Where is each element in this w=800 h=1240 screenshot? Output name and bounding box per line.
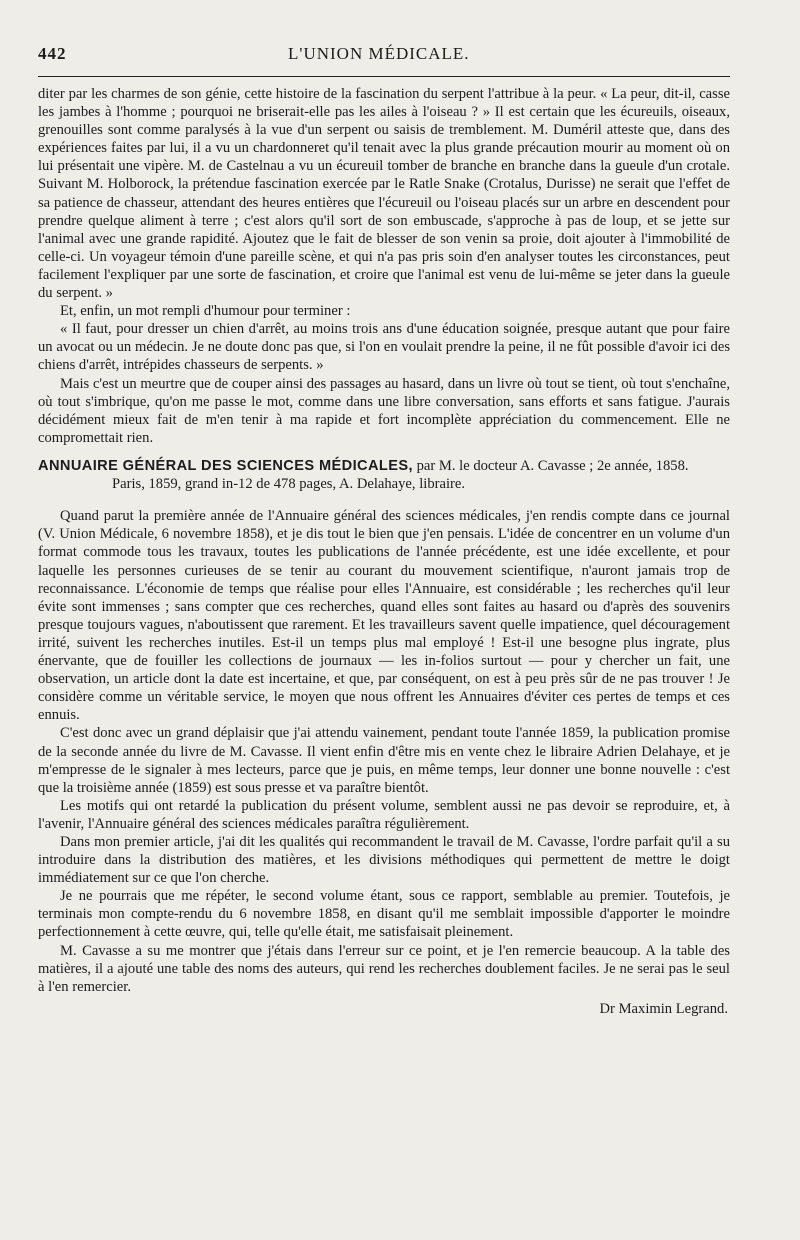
quotation: « Il faut, pour dresser un chien d'arrêt, au moins trois ans d'une éducation soignée, presque autant que pour faire un avocat ou un médecin. Je ne doute donc pas que, si l'on en voulait prendre la peine, il ne fût possible d'avoir ici des chiens d'arrêt, intrépides chasseurs de serpents. »	[38, 321, 730, 374]
journal-title: L'UNION MÉDICALE.	[288, 44, 470, 63]
paragraph: Je ne pourrais que me répéter, le second volume étant, sous ce rapport, semblable au premier. Toutefois, je terminais mon compte-rendu du 6 novembre 1858, en disant qu'il me semblait impossible d'apporter le moindre perfectionnement à cette œuvre, qui, telle qu'elle était, me satisfaisait pleinement.	[38, 888, 730, 941]
page-number: 442	[38, 44, 67, 63]
section-publication-info: Paris, 1859, grand in-12 de 478 pages, A. Delahaye, libraire.	[112, 476, 465, 493]
section-heading	[38, 457, 730, 493]
review-body	[38, 507, 730, 996]
running-head	[38, 44, 730, 72]
paragraph: Les motifs qui ont retardé la publication du présent volume, semblent aussi ne pas devoir se reproduire, et, à l'avenir, l'Annuaire général des sciences médicales paraîtra régulièrement.	[38, 797, 730, 832]
paragraph: M. Cavasse a su me montrer que j'étais dans l'erreur sur ce point, et je l'en remercie beaucoup. A la table des matières, il a ajouté une table des noms des auteurs, qui rend les recherches doublement faciles. Je ne serai pas le seul à l'en remercier.	[38, 942, 730, 995]
section-byline: par M. le docteur A. Cavasse ; 2e année, 1858.	[412, 457, 689, 474]
header-rule	[38, 76, 730, 77]
paragraph: C'est donc avec un grand déplaisir que j'ai attendu vainement, pendant toute l'année 1859, la publication promise de la seconde année du livre de M. Cavasse. Il vient enfin d'être mis en vente chez le libraire Adrien Delahaye, et je m'empresse de le signaler à mes lecteurs, parce que je puis, en même temps, leur donner une bonne nouvelle : c'est que la troisième année (1859) est sous presse et va paraître bientôt.	[38, 725, 730, 796]
paragraph: Mais c'est un meurtre que de couper ainsi des passages au hasard, dans un livre où tout se tient, où tout s'enchaîne, où tout s'imbrique, qu'on me passe le mot, comme dans une libre conversation, sans efforts et sans fatigue. J'aurais décidément mieux fait de m'en tenir à ma rapide et fort incomplète appréciation du commencement. Elle ne compromettait rien.	[38, 375, 730, 446]
author-signature: Dr Maximin Legrand.	[599, 1000, 728, 1017]
paragraph: Quand parut la première année de l'Annuaire général des sciences médicales, j'en rendis compte dans ce journal (V. Union Médicale, 6 novembre 1858), et je dis tout le bien que j'en pensais. L'idée de concentrer en un volume d'un format commode tous les travaux, toutes les publications de l'année précédente, est une idée excellente, et pour laquelle les personnes curieuses de se tenir au courant du mouvement scientifique, n'auront jamais trop de reconnaissance. L'économie de temps que réalise pour elles l'Annuaire, est considérable ; les recherches qu'il leur évite sont immenses ; sans compter que ces recherches, quand elles sont faites au hasard ou d'après des souvenirs presque toujours vagues, n'aboutissent que rarement. Et les travailleurs savent quelle impatience, quel découragement irrité, suivent les recherches inutiles. Est-il un temps plus mal employé ! Est-il une besogne plus ingrate, plus énervante, que de fouiller les collections de journaux — les in-folios surtout — pour y chercher un fait, une observation, un article dont la date est incertaine, et que, par conséquent, on est à peu près sûr de ne pas trouver ! Je considère comme un véritable service, le moyen que nous offrent les Annuaires d'éviter ces pertes de temps et ces ennuis.	[38, 508, 730, 724]
paragraph: Et, enfin, un mot rempli d'humour pour terminer :	[60, 303, 351, 320]
section-title: ANNUAIRE GÉNÉRAL DES SCIENCES MÉDICALES,	[38, 457, 413, 474]
paragraph: diter par les charmes de son génie, cette histoire de la fascination du serpent l'attribue à la peur. « La peur, dit-il, casse les jambes à l'homme ; pourquoi ne briserait-elle pas les ailes à l'oiseau ? » Il est certain que les écureuils, oiseaux, grenouilles sont comme paralysés à la vue d'un serpent ou saisis de tremblement. M. Duméril atteste que, dans des expériences faites par lui, il a vu un chardonneret qu'il tenait avec la plus grande précaution mourir au moment où on lui présentait une vipère. M. de Castelnau a vu un écureuil tomber de branche en branche dans la gueule d'un crotale. Suivant M. Holborock, la prétendue fascination exercée par le Ratle Snake (Crotalus, Durisse) ne serait que l'effet de sa patience de chasseur, attendant des heures entières que l'écureuil ou l'oiseau placés sur un arbre en descendent pour prendre quelque aliment à terre ; c'est alors qu'il sort de son embuscade, s'approche à pas de loup, et se jette sur l'animal avec une grande rapidité. Ajoutez que le fait de blesser de son venin sa proie, doit ajouter à l'immobilité de celle-ci. Un voyageur témoin d'une pareille scène, et qui n'a pas pris soin d'en analyser toutes les circonstances, peut facilement l'expliquer par une sorte de fascination, et croire que l'animal est venu de lui-même se jeter dans la gueule du serpent. »	[38, 86, 730, 302]
article-body	[38, 85, 730, 1018]
paragraph: Dans mon premier article, j'ai dit les qualités qui recommandent le travail de M. Cavasse, l'ordre parfait qu'il a su introduire dans la distribution des matières, et les divisions méthodiques qui permettent de mettre le doigt immédiatement sur ce que l'on cherche.	[38, 833, 730, 887]
